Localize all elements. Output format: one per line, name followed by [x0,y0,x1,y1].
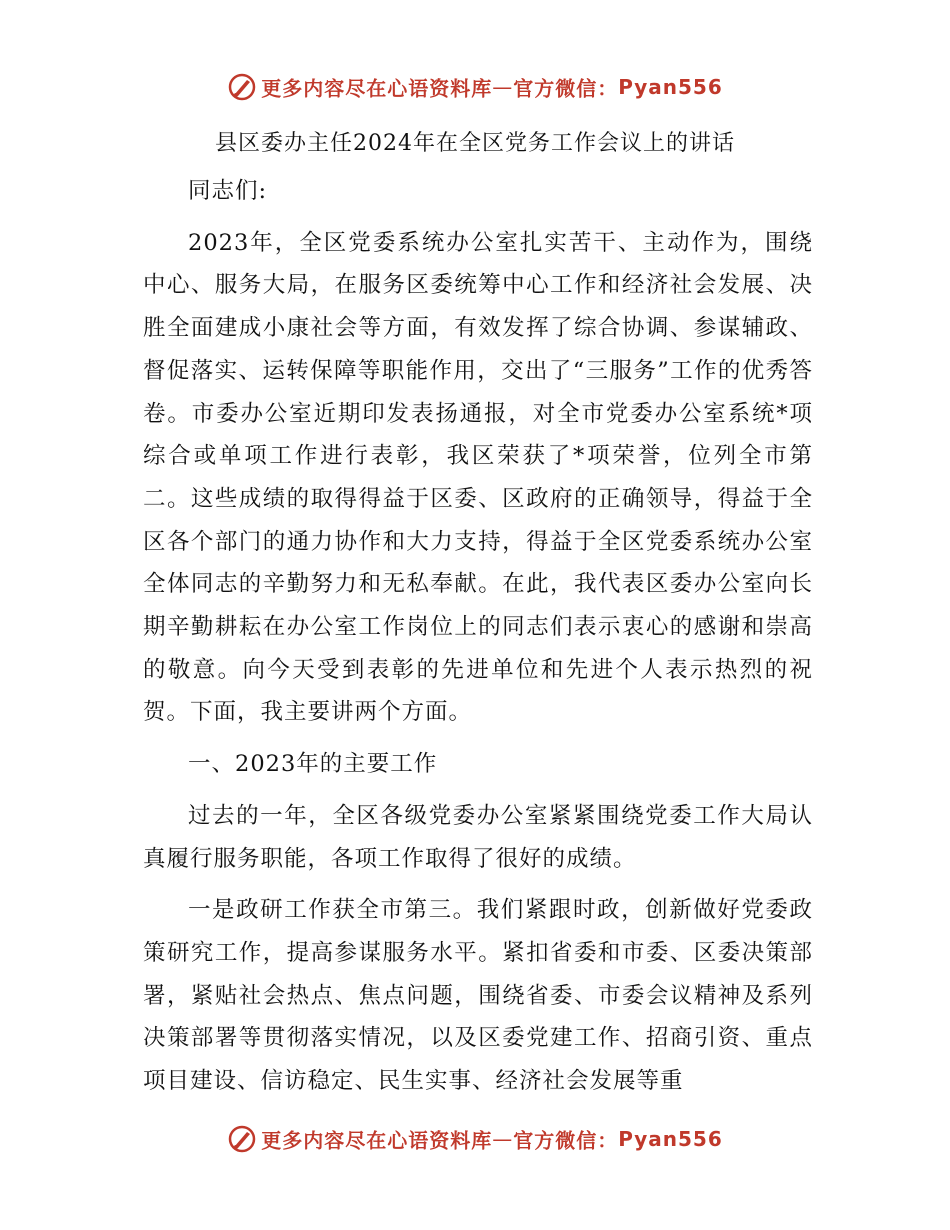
watermark-wechat-id: Pyan556 [618,75,723,99]
salutation: 同志们: [188,178,268,204]
section-heading-1: 一、2023年的主要工作 [188,751,438,778]
paragraph-3: 一是政研工作获全市第三。我们紧跟时政，创新做好党委政策研究工作，提高参谋服务水平。紧扣省委和市委、区委决策部署，紧贴社会热点、焦点问题，围绕省委、市委会议精神及系列决策部署等贯彻落实情况，以及区委党建工作、招商引资、重点项目建设、信访稳定、民生实事、经济社会发展等重 [143,897,813,1095]
quill-logo-icon [227,72,257,102]
watermark-wechat-id: Pyan556 [618,1127,723,1151]
watermark-dash: — [492,1127,514,1151]
footer-watermark [0,1124,950,1154]
header-watermark [0,72,950,102]
paragraph-2: 过去的一年，全区各级党委办公室紧紧围绕党委工作大局认真履行服务职能，各项工作取得了很好的成绩。 [143,802,813,872]
watermark-wechat-label: 官方微信： [513,76,619,101]
paragraph-1: 2023年，全区党委系统办公室扎实苦干、主动作为，围绕中心、服务大局，在服务区委统筹中心工作和经济社会发展、决胜全面建成小康社会等方面，有效发挥了综合协调、参谋辅政、督促落实、运转保障等职能作用，交出了“三服务”工作的优秀答卷。市委办公室近期印发表扬通报，对全市党委办公室系统*项综合或单项工作进行表彰，我区荣获了*项荣誉，位列全市第二。这些成绩的取得得益于区委、区政府的正确领导，得益于全区各个部门的通力协作和大力支持，得益于全区党委系统办公室全体同志的辛勤努力和无私奉献。在此，我代表区委办公室向长期辛勤耕耘在办公室工作岗位上的同志们表示衷心的感谢和崇高的敬意。向今天受到表彰的先进单位和先进个人表示热烈的祝贺。下面，我主要讲两个方面。 [143,229,813,726]
document-body [143,170,813,1103]
watermark-dash: — [492,75,514,99]
quill-logo-icon [227,1124,257,1154]
watermark-wechat-label: 官方微信： [513,1128,619,1153]
watermark-text: 更多内容尽在心语资料库 [261,76,493,101]
document-title: 县区委办主任2024年在全区党务工作会议上的讲话 [215,131,735,156]
watermark-text: 更多内容尽在心语资料库 [261,1128,493,1153]
